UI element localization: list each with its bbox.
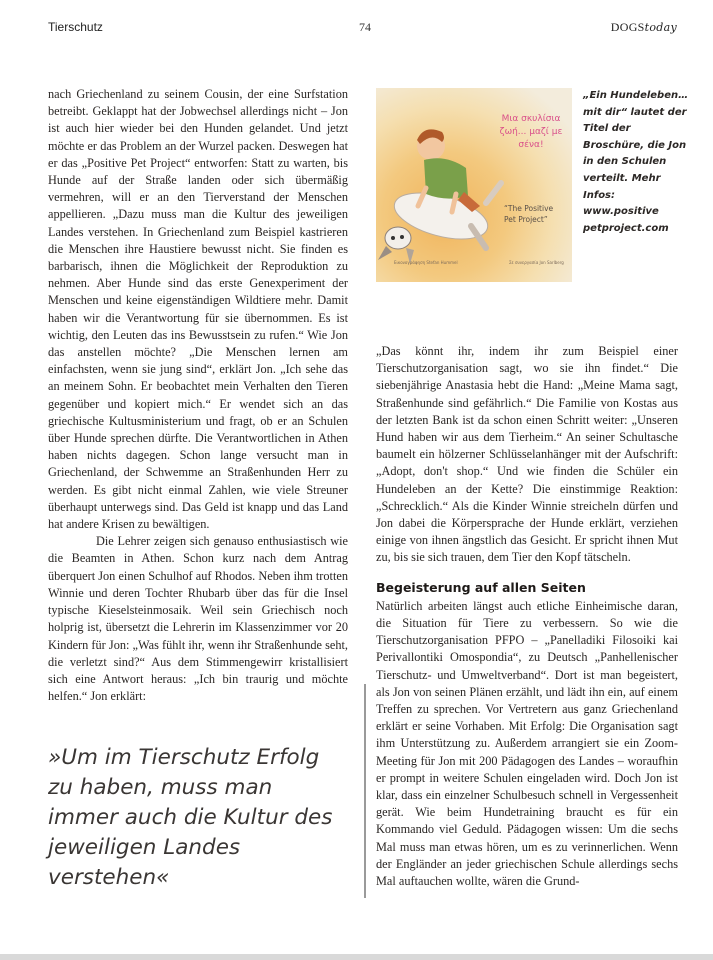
logo-script: today: [644, 21, 677, 34]
left-column: [48, 86, 348, 705]
cover-author: Εικονογράφηση Stefan Hummel: [394, 260, 458, 265]
right-paragraph-1: „Das könnt ihr, indem ihr zum Beispiel einer Tierschutzorganisation sagt, wo sie ihn findet.“ Die siebenjährige Anastasia hebt die Hand: „Meine Mama sagt, Straßenhunde sind gefährlich.“ Die Familie von Kostas aus der letzten Bank ist da schon einen Schritt weiter: „Unseren Hund haben wir aus dem Tierheim.“ An seiner Schultasche baumelt ein hölzerner Schlüsselanhänger mit der Aufschrift: „Adopt, don't shop.“ Und wie finden die Schüler ein Hundeleben an der Kette? Die einstimmige Reaktion: „Schrecklich.“ Als die Kinder Winnie streicheln dürfen und Jon dabei die Körpersprache der Hunde erklärt, verziehen einige von ihnen ängstlich das Gesicht. Er spricht ihnen Mut zu, bis sie sich trauen, dem Tier den Kopf tätscheln.: [376, 344, 678, 565]
brochure-cover-image: [376, 88, 572, 282]
section-label: Tierschutz: [48, 20, 103, 34]
image-caption: „Ein Hundeleben… mit dir“ lautet der Titel der Broschüre, die Jon in den Schulen verteilt. Mehr Infos: www.positive petproject.com: [583, 90, 689, 234]
subheading: Begeisterung auf allen Seiten: [376, 579, 586, 595]
column-divider: [364, 684, 366, 898]
right-paragraph-2: Natürlich arbeiten längst auch etliche Einheimische daran, die Situation für Tiere zu verbessern. So wie die Tierschutzorganisation PFPO – „Panelladiki Filosoiki kai Perivallontiki Omospondia“, zu Deutsch „Panhellenischer Tierschutz- und Umweltverband“. Dort ist man begeistert, als Jon von seinen Plänen erzählt, und lädt ihn ein, auf einem Treffen zu sprechen. Vor Vertretern aus ganz Griechenland erklärt er seine Vorhaben. Mit Erfolg: Die Organisation sagt ihm Unterstützung zu. Außerdem arrangiert sie ein Zoom-Meeting für Jon mit 200 Pädagogen des Landes – woraufhin er prompt in weitere Schulen eingeladen wird. Doch Jon ist klar, dass ein einzelner Schulbesuch schnell in Vergessenheit gerät. Wie beim Hundetraining braucht es für ein Kommando viel Geduld. Pädagogen wissen: Um die sechs Mal muss man etwas hören, um es zu verinnerlichen. Wenn der Engländer an jeder griechischen Schule allerdings sechs Mal auftauchen wollte, wären die Grund-: [376, 598, 678, 889]
logo-main: DOGS: [610, 20, 645, 34]
pull-quote: »Um im Tierschutz Erfolg zu haben, muss man immer auch die Kultur des jeweiligen Landes verstehen«: [48, 745, 333, 890]
cover-translator: Σε συνεργασία Jon Sarlberg: [509, 260, 564, 265]
page-number: 74: [359, 20, 371, 34]
cover-english-title: “The Positive Pet Project”: [504, 204, 554, 224]
left-paragraph-1: nach Griechenland zu seinem Cousin, der eine Surfstation betreibt. Geklappt hat der Jobwechsel allerdings nicht – Jon ist auch hier wieder bei den Hunden gelandet. Und jetzt möchte er das Problem an der Wurzel packen. Deswegen hat er das „Positive Pet Project“ entworfen: Statt zu warten, bis Hunde auf der Straße landen oder sich übermäßig vermehren, will er an den Tierverstand der Menschen appellieren. „Dazu muss man die Kultur des jeweiligen Landes verstehen. In Griechenland zum Beispiel kastrieren die Menschen ihre Haustiere bewusst nicht. Sie finden es barbarisch, ihnen die Möglichkeit der Reproduktion zu nehmen. Aber Hunde sind das erste Genexperiment der Menschen und keine eigenständigen Wildtiere mehr. Damit haben wir die Verantwortung für sie übernommen. Es ist wichtig, den Leuten das ins Bewusstsein zu rufen.“ Wie Jon das anstellen möchte? „Die Menschen lernen am einfachsten, wenn sie jung sind“, erklärt Jon. „Ich sehe das an meinem Sohn. Er beobachtet mein Verhalten den Tieren gegenüber und kopiert mich.“ Er wendet sich an das griechische Kultusministerium und fragt, ob er an Schulen über Hunde sprechen dürfte. Die Verantwortlichen in Athen haben nichts dagegen. Schon lange versucht man in Griechenland, der Schwemme an Straßenhunden Herr zu werden. Es gibt nicht einmal Zahlen, wie viele Streuner überhaupt unterwegs sind. Das Geld ist knapp und das Land hat andere Krisen zu bewältigen.: [48, 87, 348, 532]
right-column: [376, 343, 678, 890]
magazine-logo: [611, 20, 677, 35]
cover-greek-title: Μια σκυλίσια ζωή... μαζί με σένα!: [499, 114, 563, 150]
page-bottom-edge: [0, 954, 713, 960]
left-paragraph-2: Die Lehrer zeigen sich genauso enthusiastisch wie die Beamten in Athen. Schon kurz nach dem Antrag überquert Jon einen Schulhof auf Rhodos. Neben ihm trotten Winnie und deren Tochter Rhubarb über das für die Insel typische Kieselsteinmosaik. Weil sein Griechisch noch holprig ist, übersetzt die Lehrerin im Klassenzimmer vor 20 Kindern für Jon: „Was fühlt ihr, wenn ihr Straßenhunde seht, die verletzt sind?“ Aus dem Stimmengewirr kristallisiert sich eine Antwort heraus: „Ich bin traurig und möchte helfen.“ Jon erklärt:: [48, 534, 348, 704]
